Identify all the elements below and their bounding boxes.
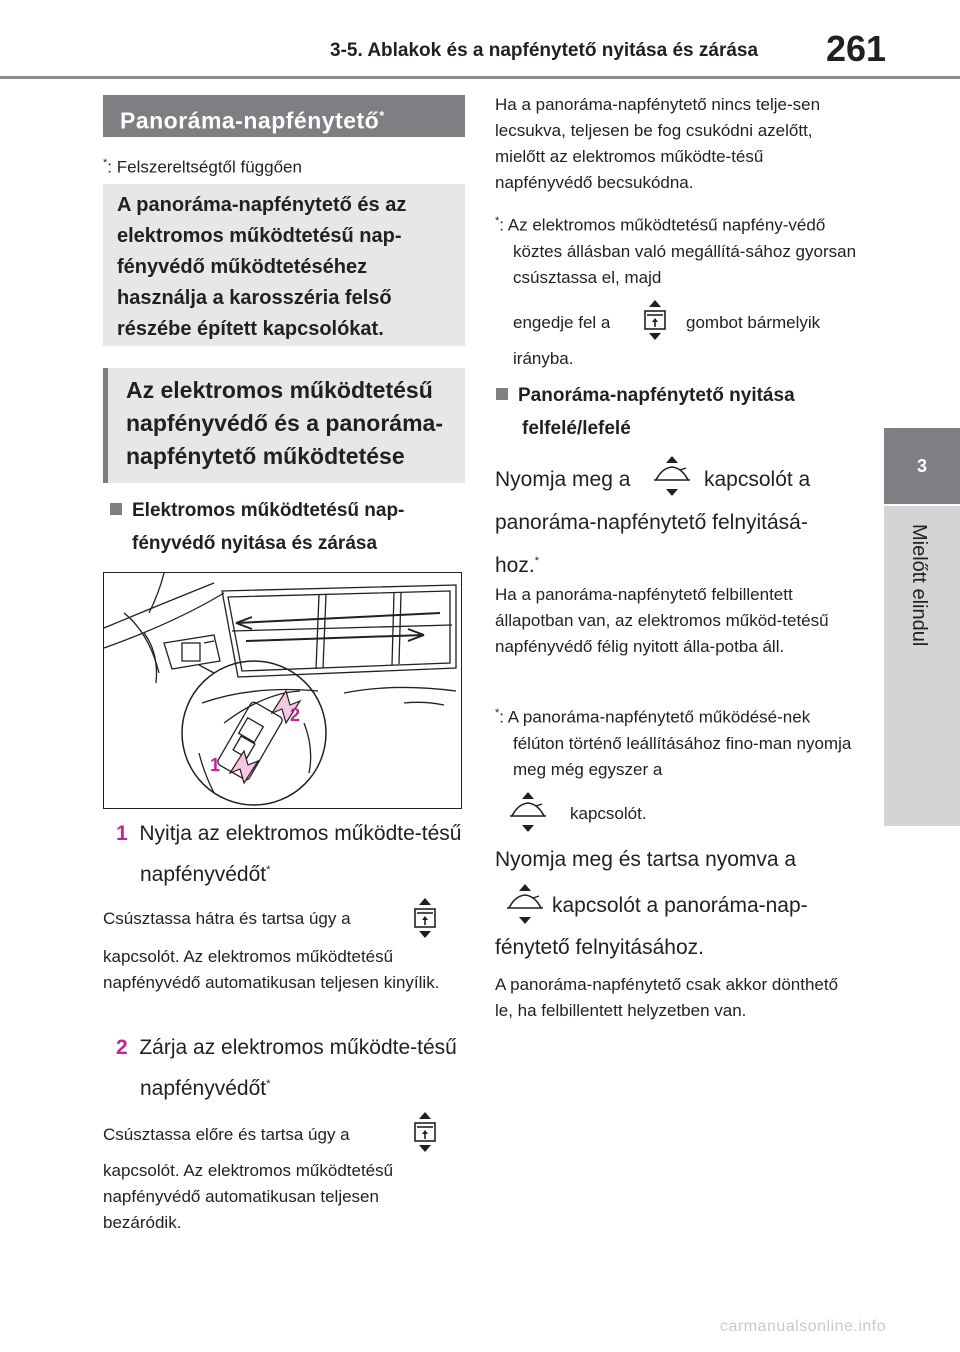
step-2-title-text: Zárja az elektromos működte-tésű napfényvédőt: [139, 1036, 457, 1100]
section-title-star: *: [379, 108, 385, 123]
tilt-switch-icon: [506, 790, 550, 834]
right-note-1-c: gombot bármelyik: [686, 313, 821, 332]
sunshade-switch-icon: [410, 1110, 440, 1154]
right-note-1-b: engedje fel a: [513, 313, 611, 332]
sunshade-switch-icon: [640, 298, 670, 342]
right-instruction-1-star: *: [534, 555, 539, 567]
right-instruction-1-a: Nyomja meg a: [495, 468, 631, 491]
watermark: carmanualsonline.info: [720, 1318, 887, 1335]
right-instruction-2-c: fénytető felnyitásához.: [495, 936, 704, 959]
step-1-title: [116, 816, 490, 893]
right-note-1-d: irányba.: [513, 349, 574, 368]
header-divider: [0, 76, 960, 79]
step-2-text-before-icon: Csúsztassa előre és tartsa úgy a: [103, 1125, 350, 1144]
sunshade-switch-illustration: [103, 572, 462, 809]
right-note-1-star: *: [495, 215, 500, 227]
sub-section-title: Az elektromos működtetésű napfényvédő és a panoráma-napfénytető működtetése: [103, 368, 465, 483]
step-2-number: 2: [116, 1036, 128, 1059]
section-title-text: Panoráma-napfénytető: [120, 107, 380, 134]
right-note-2-text: : A panoráma-napfénytető működésé-nek félúton történő leállításához fino-man nyomja meg még egyszer a: [499, 707, 852, 779]
right-note-2-b: kapcsolót.: [570, 804, 647, 823]
footnote: [103, 150, 302, 181]
step-2-star: *: [266, 1078, 271, 1090]
illustration-drawing: [104, 573, 460, 807]
bullet-heading-left-text: Elektromos működtetésű nap-fényvédő nyitása és zárása: [132, 500, 405, 554]
chapter-tab-label: Mielőtt elindul: [908, 524, 930, 647]
bullet-square-icon: [496, 388, 508, 400]
bullet-heading-left: [110, 494, 482, 560]
header-title: 3-5. Ablakok és a napfénytető nyitása és zárása: [330, 40, 759, 61]
step-1-number: 1: [116, 822, 128, 845]
illustration-label-2: 2: [290, 705, 301, 725]
right-instruction-2-a: Nyomja meg és tartsa nyomva a: [495, 848, 797, 871]
tilt-switch-icon: [503, 882, 547, 926]
right-instruction-1-c: [495, 504, 850, 585]
tilt-switch-icon: [650, 454, 694, 498]
bullet-heading-right: [496, 379, 872, 445]
step-1-star: *: [266, 864, 271, 876]
bullet-heading-right-text: Panoráma-napfénytető nyitása felfelé/lefelé: [518, 385, 795, 439]
sunshade-switch-icon: [410, 896, 440, 940]
right-instruction-1-b: kapcsolót a: [704, 468, 811, 491]
right-instruction-2-b: kapcsolót a panoráma-nap-: [552, 894, 808, 917]
bullet-square-icon: [110, 503, 122, 515]
section-title: [103, 95, 465, 137]
page-number: 261: [826, 28, 887, 69]
right-note-2: [495, 700, 863, 783]
right-note-2-star: *: [495, 707, 500, 719]
info-box: A panoráma-napfénytető és az elektromos működtetésű nap-fényvédő működtetéséhez használja a karosszéria felső részébe épített kapcsolókat.: [103, 184, 465, 346]
right-instruction-1-c-text: panoráma-napfénytető felnyitásá-hoz.: [495, 511, 808, 577]
right-note-1: [495, 208, 863, 291]
right-paragraph-1: Ha a panoráma-napfénytető nincs telje-sen lecsukva, teljesen be fog csukódni azelőtt, mielőtt az elektromos működte-tésű napfényvédő becsukódna.: [495, 95, 821, 192]
illustration-label-1: 1: [210, 755, 221, 775]
step-2-text-after-icon: kapcsolót. Az elektromos működtetésű napfényvédő automatikusan teljesen bezáródik.: [103, 1161, 394, 1232]
step-1-title-text: Nyitja az elektromos működte-tésű napfényvédőt: [139, 822, 462, 886]
right-paragraph-2: Ha a panoráma-napfénytető felbillentett állapotban van, az elektromos működ-tetésű napfényvédő félig nyitott álla-potba áll.: [495, 585, 829, 656]
chapter-tab: [884, 506, 960, 826]
footnote-star: *: [103, 157, 108, 169]
step-1-text-after-icon: kapcsolót. Az elektromos működtetésű napfényvédő automatikusan teljesen kinyílik.: [103, 947, 440, 992]
footnote-text: : Felszereltségtől függően: [107, 157, 302, 177]
chapter-tab-number: 3: [884, 428, 960, 504]
right-note-1-text: : Az elektromos működtetésű napfény-védő köztes állásban való megállítá-sához gyorsan csúsztassa el, majd: [499, 215, 857, 287]
right-paragraph-3: A panoráma-napfénytető csak akkor dönthető le, ha felbillentett helyzetben van.: [495, 975, 839, 1020]
step-2-title: [116, 1030, 490, 1107]
step-1-text-before-icon: Csúsztassa hátra és tartsa úgy a: [103, 909, 351, 928]
